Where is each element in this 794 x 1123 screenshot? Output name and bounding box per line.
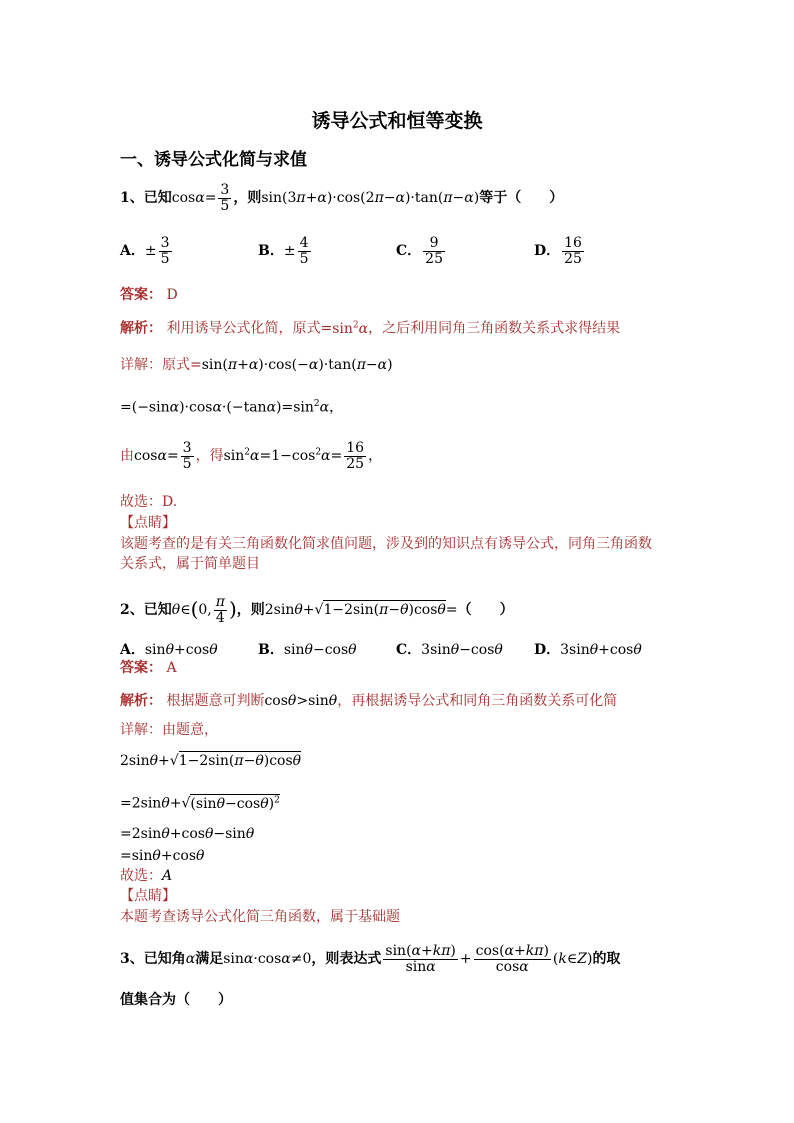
option-c[interactable]: C． $\frac{9}{25}$: [396, 235, 443, 267]
detail-1-line2: $=(-\sin\alpha)\cdot\cos\alpha\cdot(-\tan\alpha)=\sin^2\alpha$，: [120, 399, 344, 416]
answer-2: 答案： A: [120, 660, 177, 676]
detail-2-line3: =2sinθ+cosθ−sinθ: [120, 826, 255, 842]
question-2-stem: 2、已知θ∈(0, $\frac{\pi}{4}$ )，则2sinθ+√1−2sin(π−θ)cosθ=（ ）: [120, 594, 514, 626]
question-3-stem: 3、已知角α满足sinα·cosα≠0，则表达式 $\frac{\sin(\alpha+k\pi)}{\sin\alpha}$ + $\frac{\cos(\alpha+k\pi)}{\cos\alpha}$ (k∈Z)的取: [120, 943, 621, 975]
choose-1: 故选：D.: [120, 494, 178, 510]
choose-2: 故选：A: [120, 868, 173, 884]
tip-2-label: 【点睛】: [120, 888, 176, 904]
option-d[interactable]: D． $\frac{16}{25}$: [534, 235, 582, 267]
option-a[interactable]: A．± $\frac{3}{5}$: [120, 235, 170, 267]
detail-2-line1: 2sinθ+√1−2sin(π−θ)cosθ: [120, 753, 302, 769]
section-heading: 一、诱导公式化简与求值: [120, 150, 307, 170]
analysis-1: 解析： 利用诱导公式化简，原式$=\sin^2\alpha$，之后利用同角三角函数关系式求得结果: [120, 320, 621, 337]
analysis-2: 解析： 根据题意可判断cosθ>sinθ，再根据诱导公式和同角三角函数关系可化简: [120, 693, 618, 709]
page-title: 诱导公式和恒等变换: [311, 110, 483, 132]
tip-1-text-2: 关系式，属于简单题目: [120, 556, 260, 572]
tip-1-text: 该题考查的是有关三角函数化简求值问题，涉及到的知识点有诱导公式，同角三角函数: [120, 536, 652, 552]
option-b[interactable]: B．sinθ−cosθ: [258, 642, 357, 658]
question-3-stem-line2: 值集合为（ ）: [120, 992, 232, 1008]
option-a[interactable]: A．sinθ+cosθ: [120, 642, 218, 658]
tip-1-label: 【点睛】: [120, 515, 176, 531]
detail-1-line1: 详解：原式=sin(π+α)·cos(−α)·tan(π−α): [120, 357, 393, 373]
detail-2-line2: $=2\sin\theta+√(\sin\theta-\cos\theta)^2$: [120, 795, 280, 812]
option-d[interactable]: D．3sinθ+cosθ: [534, 642, 642, 658]
detail-2-label: 详解：由题意，: [120, 722, 218, 738]
detail-2-line4: =sinθ+cosθ: [120, 848, 205, 864]
question-1-stem: 1、已知cosα= $\frac{3}{5}$ ，则sin(3π+α)·cos(2π−α)·tan(π−α)等于（ ）: [120, 182, 564, 214]
option-c[interactable]: C．3sinθ−cosθ: [396, 642, 503, 658]
tip-2-text: 本题考查诱导公式化简三角函数，属于基础题: [120, 909, 400, 925]
option-b[interactable]: B．± $\frac{4}{5}$: [258, 235, 309, 267]
detail-1-line3: 由cosα= $\frac{3}{5}$ ，得$\sin^2\alpha=1-\cos^2\alpha=$ $\frac{16}{25}$ ，: [120, 440, 383, 472]
answer-1: 答案： D: [120, 287, 178, 303]
